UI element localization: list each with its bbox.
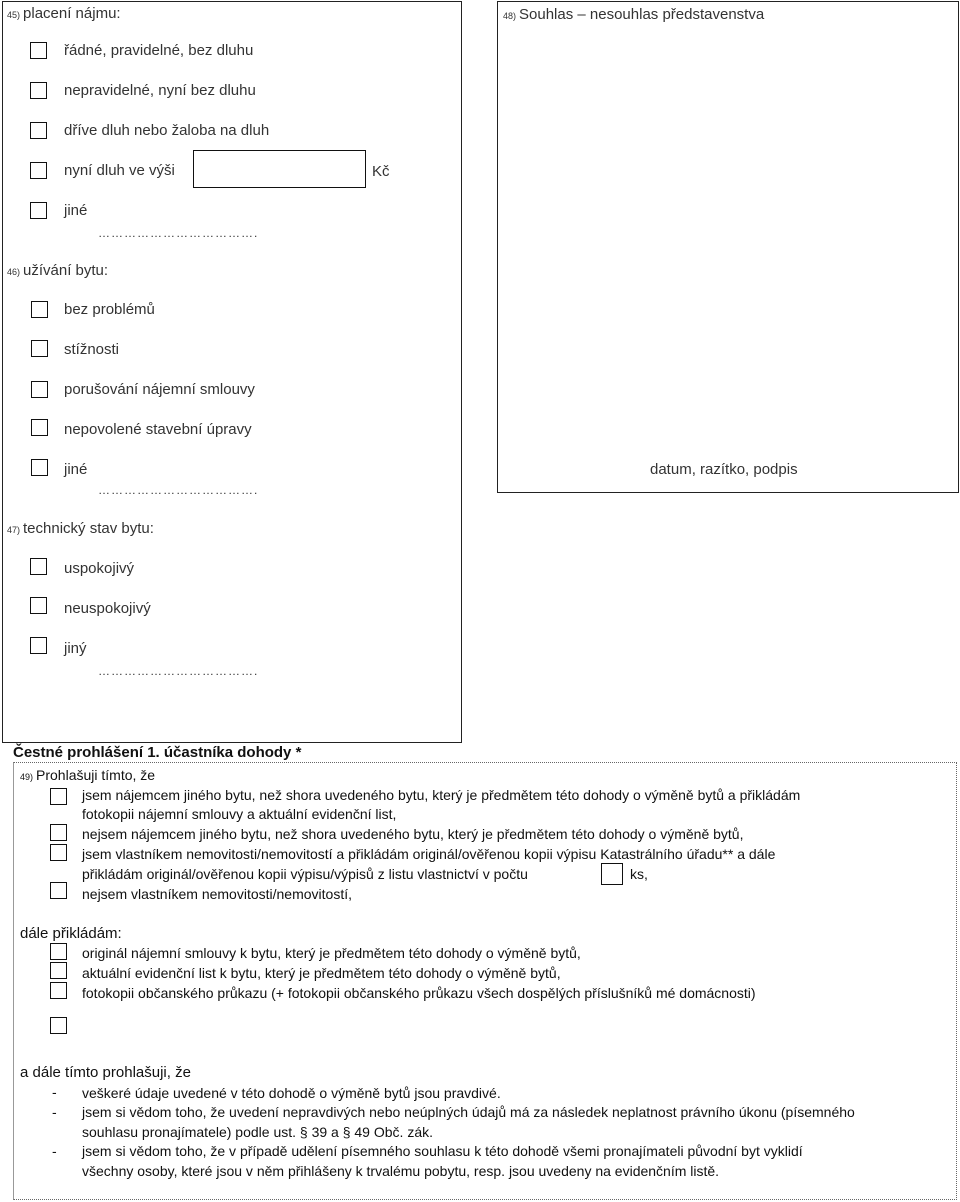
checkbox-tenant-other-flat[interactable] (50, 788, 67, 805)
section-46-label: užívání bytu: (23, 262, 109, 279)
section-45-title: 45) placení nájmu: (7, 5, 121, 22)
section-47-title: 47) technický stav bytu: (7, 520, 154, 537)
item-tenant-other-flat-line1: jsem nájemcem jiného bytu, než shora uvedeného bytu, který je předmětem této dohody o výměně bytů a přikládám (82, 787, 801, 803)
bullet-dash-1: - (52, 1084, 57, 1100)
checkbox-current-debt[interactable] (30, 162, 47, 179)
declaration-intro-text: Prohlašuji tímto, že (36, 767, 156, 783)
checkbox-unauthorized-modifications[interactable] (31, 419, 48, 436)
count-unit-label: ks, (630, 866, 648, 882)
checkbox-not-property-owner[interactable] (50, 882, 67, 899)
item-property-owner-line2: přikládám originál/ověřenou kopii výpisu/výpisů z listu vlastnictví v počtu (82, 866, 528, 882)
usage-other-dotted-line[interactable]: ………………………………. (98, 483, 259, 497)
option-payment-other: jiné (64, 202, 88, 219)
attach-lease: originál nájemní smlouvy k bytu, který je předmětem této dohody o výměně bytů, (82, 945, 581, 961)
checkbox-attach-extra[interactable] (50, 1017, 67, 1034)
option-usage-other: jiné (64, 461, 88, 478)
option-past-debt: dříve dluh nebo žaloba na dluh (64, 122, 270, 139)
checkbox-usage-other[interactable] (31, 459, 48, 476)
checkbox-not-tenant-other-flat[interactable] (50, 824, 67, 841)
statement-vacate-line2: všechny osoby, které jsou v něm přihlášeny k trvalému pobytu, resp. jsou uvedeny na evidenčním listě. (82, 1163, 720, 1179)
section-48-label: Souhlas – nesouhlas představenstva (519, 6, 765, 23)
further-declaration-title: a dále tímto prohlašuji, že (20, 1064, 191, 1081)
signature-caption: datum, razítko, podpis (650, 461, 798, 478)
checkbox-condition-other[interactable] (30, 637, 47, 654)
item-property-owner-line1: jsem vlastníkem nemovitosti/nemovitostí a přikládám originál/ověřenou kopii výpisu Katastrálního úřadu** a dále (82, 846, 776, 862)
checkbox-past-debt[interactable] (30, 122, 47, 139)
option-unauthorized-modifications: nepovolené stavební úpravy (64, 421, 252, 438)
payment-other-dotted-line[interactable]: ………………………………. (98, 226, 259, 240)
option-regular-payment: řádné, pravidelné, bez dluhu (64, 42, 254, 59)
option-lease-breach: porušování nájemní smlouvy (64, 381, 255, 398)
declaration-intro: 49) Prohlašuji tímto, že (20, 767, 156, 783)
option-satisfactory: uspokojivý (64, 560, 135, 577)
bullet-dash-3: - (52, 1143, 57, 1159)
bullet-dash-2: - (52, 1104, 57, 1120)
checkbox-attach-id[interactable] (50, 982, 67, 999)
condition-other-dotted-line[interactable]: ………………………………. (98, 664, 259, 678)
attach-registry: aktuální evidenční list k bytu, který je předmětem této dohody o výměně bytů, (82, 965, 561, 981)
checkbox-irregular-payment[interactable] (30, 82, 47, 99)
checkbox-no-problems[interactable] (31, 301, 48, 318)
option-unsatisfactory: neuspokojivý (64, 600, 151, 617)
section-46-title: 46) užívání bytu: (7, 262, 109, 279)
checkbox-attach-registry[interactable] (50, 962, 67, 979)
checkbox-property-owner[interactable] (50, 844, 67, 861)
currency-label: Kč (372, 163, 390, 180)
item-tenant-other-flat-line2: fotokopii nájemní smlouvy a aktuální evidenční list, (82, 806, 397, 822)
section-45-label: placení nájmu: (23, 5, 121, 22)
statement-vacate-line1: jsem si vědom toho, že v případě udělení písemného souhlasu k této dohodě všemi pronajímateli původní byt vyklidí (82, 1143, 803, 1159)
debt-amount-field[interactable] (193, 150, 366, 188)
left-form-panel (2, 1, 462, 743)
section-47-label: technický stav bytu: (23, 520, 154, 537)
checkbox-satisfactory[interactable] (30, 558, 47, 575)
checkbox-complaints[interactable] (31, 340, 48, 357)
option-complaints: stížnosti (64, 341, 120, 358)
checkbox-unsatisfactory[interactable] (30, 597, 47, 614)
board-approval-panel (497, 1, 959, 493)
attach-id-copies: fotokopii občanského průkazu (+ fotokopii občanského průkazu všech dospělých příslušníků mé domácnosti) (82, 985, 756, 1001)
declaration-heading: Čestné prohlášení 1. účastníka dohody * (13, 744, 302, 761)
checkbox-lease-breach[interactable] (31, 381, 48, 398)
option-no-problems: bez problémů (64, 301, 155, 318)
option-condition-other: jiný (64, 640, 87, 657)
checkbox-payment-other[interactable] (30, 202, 47, 219)
statement-consequences-line1: jsem si vědom toho, že uvedení nepravdivých nebo neúplných údajů má za následek neplatnost právního úkonu (písemného (82, 1104, 855, 1120)
statement-truthful: veškeré údaje uvedené v této dohodě o výměně bytů jsou pravdivé. (82, 1085, 501, 1101)
item-not-tenant-other-flat: nejsem nájemcem jiného bytu, než shora uvedeného bytu, který je předmětem této dohody o výměně bytů, (82, 826, 744, 842)
attachments-title: dále přikládám: (20, 925, 122, 942)
checkbox-regular-payment[interactable] (30, 42, 47, 59)
section-48-title: 48) Souhlas – nesouhlas představenstva (503, 6, 765, 23)
extract-count-field[interactable] (601, 863, 623, 885)
statement-consequences-line2: souhlasu pronajímatele) podle ust. § 39 a § 49 Obč. zák. (82, 1124, 433, 1140)
option-current-debt: nyní dluh ve výši (64, 162, 175, 179)
option-irregular-payment: nepravidelné, nyní bez dluhu (64, 82, 256, 99)
item-not-property-owner: nejsem vlastníkem nemovitosti/nemovitostí, (82, 886, 352, 902)
checkbox-attach-lease[interactable] (50, 943, 67, 960)
